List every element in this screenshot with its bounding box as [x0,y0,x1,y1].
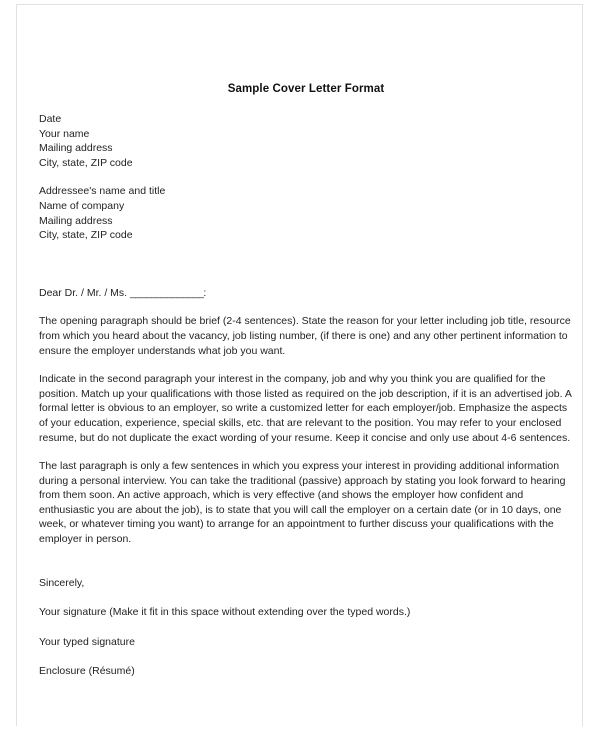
salutation-blank: ______________ [130,286,204,299]
sender-line: City, state, ZIP code [39,156,133,169]
sender-line: Mailing address [39,142,113,155]
signature-note: Your signature (Make it fit in this space without extending over the typed words.) [39,606,411,619]
spacer [39,590,573,605]
recipient-line: Mailing address [39,214,113,227]
recipient-line: Name of company [39,199,125,212]
spacer [39,547,573,576]
closing-salutation: Sincerely, [39,576,85,589]
recipient-address-block [39,184,573,242]
spacer [39,649,573,664]
enclosure-note: Enclosure (Résumé) [39,665,135,678]
spacer [39,170,573,184]
sender-line: Your name [39,127,90,140]
spacer [39,620,573,635]
page-title: Sample Cover Letter Format [227,83,385,95]
paragraph-closing: The last paragraph is only a few sentences in which you express your interest in providing additional information during a personal interview. You can take the traditional (passive) approach by stating you look forward to hearing from them soon. An active approach, which is very effective (and shows the employer how confident and enthusiastic you are about the job), is to state that you will call the employer on a certain date (or in 10 days, one week, or whatever timing you want) to arrange for an appointment to further discuss your qualifications with the employer in person. [39,460,566,546]
spacer [39,243,573,286]
salutation-greeting: Dear Dr. / Mr. / Ms. [39,286,131,299]
paragraph-body: Indicate in the second paragraph your interest in the company, job and why you think you are qualified for the position. Match up your qualifications with those listed as required on the job description, if it is an advertised job. A formal letter is obvious to an employer, so write a customized letter for each employer/job. Emphasize the aspects of your education, experience, special skills, etc. that are relevant to the position. You may refer to your enclosed resume, but do not duplicate the exact wording of your resume. Keep it concise and only use about 4-6 sentences. [39,373,572,444]
salutation-colon: : [203,286,207,299]
spacer [39,358,573,372]
paragraph-opening: The opening paragraph should be brief (2-4 sentences). State the reason for your letter including job title, resource from which you heard about the vacancy, job listing number, (if there is one) and any other pertinent information to ensure the employer understands what job you want. [39,315,571,357]
spacer [39,300,573,314]
typed-signature: Your typed signature [39,635,135,648]
recipient-line: Addressee's name and title [39,185,166,198]
sender-line: Date [39,113,62,125]
spacer [39,445,573,459]
letter-body [39,112,573,679]
salutation-line [39,286,573,301]
recipient-line: City, state, ZIP code [39,229,133,242]
sender-address-block [39,112,573,170]
